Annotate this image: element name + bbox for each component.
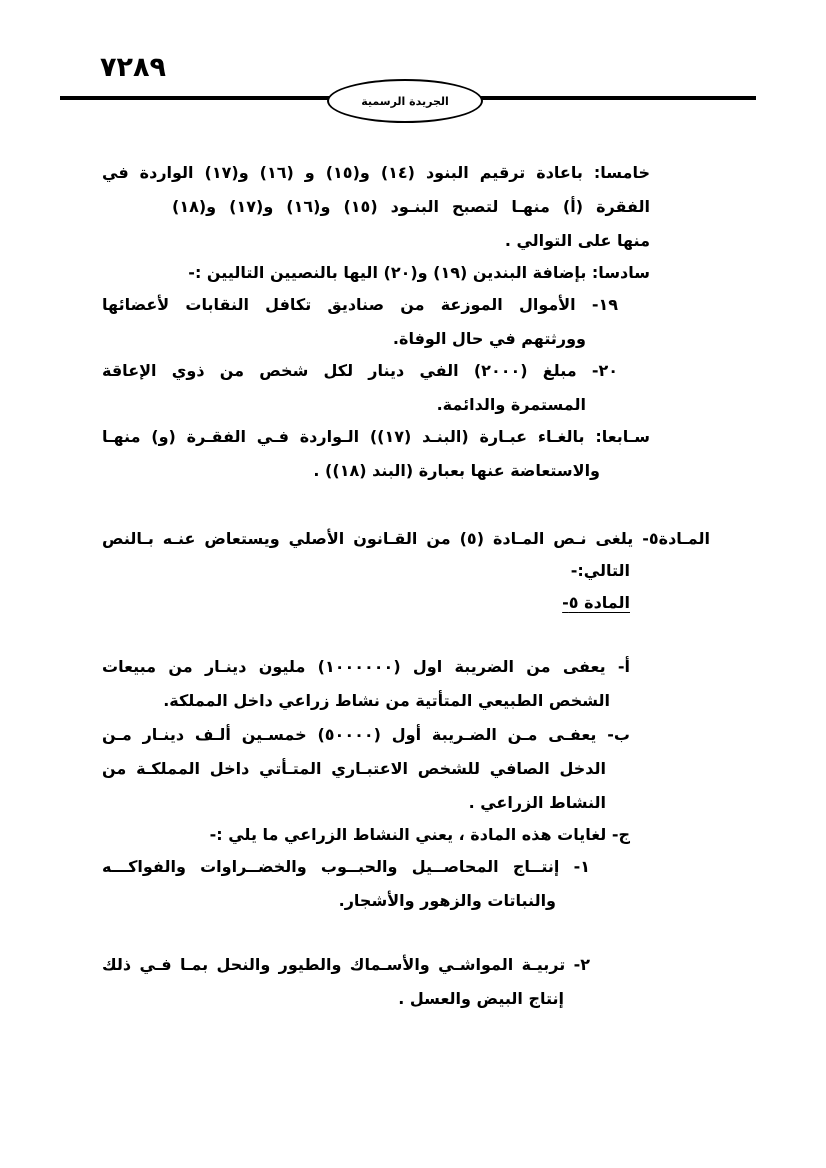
text-line: المستمرة والدائمة. [436, 395, 586, 414]
text-line: سادسا: بإضافة البندين (١٩) و(٢٠) اليها بالنصيين التاليين :- [188, 263, 650, 282]
text-line: أ- يعفى من الضريبة اول (١٠٠٠٠٠٠) مليون دينـار من مبيعات [102, 657, 630, 676]
text-line: الشخص الطبيعي المتأتية من نشاط زراعي داخل المملكة. [163, 691, 610, 710]
text-line: النشاط الزراعي . [468, 793, 606, 812]
page-number: ٧٢٨٩ [100, 52, 166, 83]
text-line: سـابعا: بالغـاء عبـارة (البنـد (١٧)) الـواردة فـي الفقـرة (و) منهـا [102, 427, 650, 446]
text-line: ٢- تربيـة المواشـي والأسـماك والطيور والنحل بمـا فـي ذلك [102, 955, 590, 974]
gazette-title: الجريدة الرسمية [361, 94, 449, 108]
text-line: خامسا: باعادة ترقيم البنود (١٤) و(١٥) و (١٦) و(١٧) الواردة في [102, 163, 650, 182]
article-title: المادة ٥- [562, 593, 630, 612]
text-line: والنباتات والزهور والأشجار. [338, 891, 556, 910]
text-line: ١٩- الأموال الموزعة من صناديق تكافل النقابات لأعضائها [102, 295, 618, 314]
text-line: وورثتهم في حال الوفاة. [392, 329, 586, 348]
text-line: الفقرة (أ) منهـا لتصبح البنـود (١٥) و(١٦) و(١٧) و(١٨) [172, 197, 651, 216]
text-line: ب- يعفـى مـن الضـريبة أول (٥٠٠٠٠) خمسـين ألـف دينـار مـن [102, 725, 630, 744]
text-line: ١- إنتــاج المحاصــيل والحبــوب والخضــراوات والفواكـــه [102, 857, 590, 876]
text-line: الدخل الصافي للشخص الاعتبـاري المتـأتي داخل المملكـة من [102, 759, 606, 778]
gazette-title-badge [327, 79, 483, 123]
text-line: التالي:- [570, 561, 630, 580]
text-line: منها على التوالي . [504, 231, 650, 250]
article-heading: المـادة٥- يلغى نـص المـادة (٥) من القـانون الأصلي ويستعاض عنـه بـالنص [102, 529, 710, 548]
text-line: والاستعاضة عنها بعبارة (البند (١٨)) . [313, 461, 600, 480]
text-line: إنتاج البيض والعسل . [398, 989, 564, 1008]
text-line: ٢٠- مبلغ (٢٠٠٠) الفي دينار لكل شخص من ذوي الإعاقة [102, 361, 619, 380]
text-line: ج- لغايات هذه المادة ، يعني النشاط الزراعي ما يلي :- [209, 825, 630, 844]
